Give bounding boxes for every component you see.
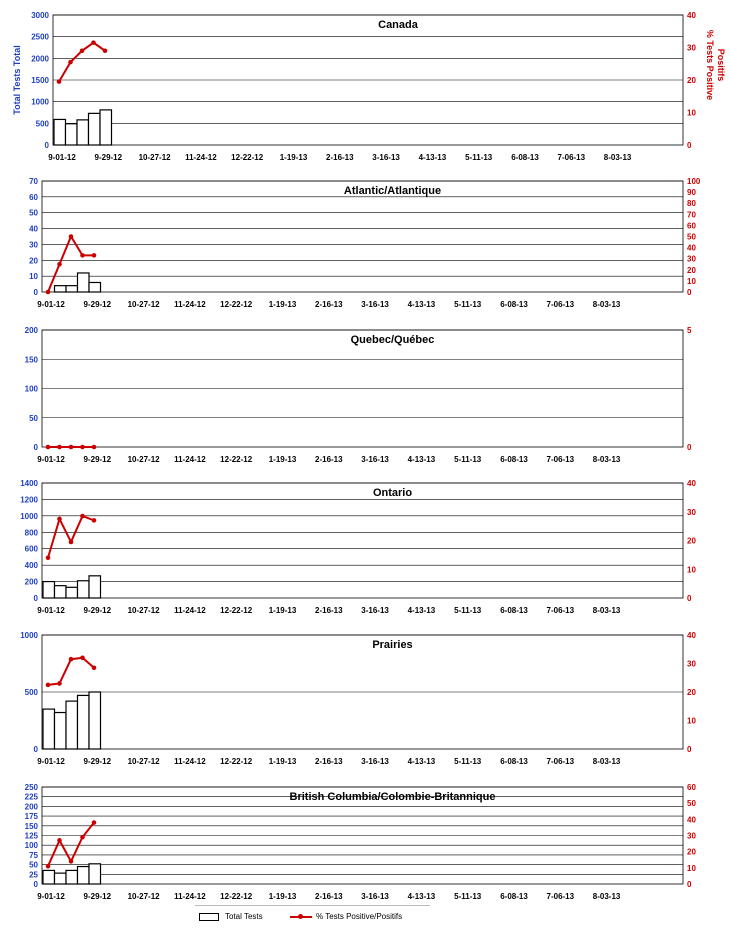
line-marker-swatch-icon xyxy=(290,913,312,921)
y2-tick-label: 20 xyxy=(687,265,696,275)
x-tick-label: 10-27-12 xyxy=(127,892,160,901)
y2-axis-title: % Tests Positive xyxy=(705,29,715,101)
x-tick-label: 9-29-12 xyxy=(83,757,112,766)
bar xyxy=(54,119,66,145)
y-tick-label: 225 xyxy=(24,792,38,802)
y-tick-label: 125 xyxy=(24,831,38,841)
y2-tick-label: 40 xyxy=(687,243,696,253)
bar xyxy=(55,713,67,749)
bar xyxy=(55,586,67,598)
x-tick-label: 12-22-12 xyxy=(231,153,264,162)
y-tick-label: 600 xyxy=(24,544,38,554)
y2-tick-label: 20 xyxy=(687,536,696,546)
y2-tick-label: 90 xyxy=(687,188,696,198)
x-tick-label: 9-01-12 xyxy=(37,455,65,464)
bar xyxy=(43,870,55,884)
chart-panel xyxy=(20,631,696,766)
y-tick-label: 0 xyxy=(33,288,38,297)
bar xyxy=(55,286,67,292)
series-point xyxy=(69,234,74,239)
y2-tick-label: 40 xyxy=(687,479,696,488)
x-tick-label: 10-27-12 xyxy=(127,455,160,464)
y2-tick-label: 70 xyxy=(687,210,696,220)
bar xyxy=(78,581,90,598)
y-tick-label: 0 xyxy=(33,745,38,754)
x-tick-label: 1-19-13 xyxy=(279,153,308,162)
x-tick-label: 11-24-12 xyxy=(174,606,206,615)
legend-line-label: % Tests Positive/Positifs xyxy=(316,912,403,921)
x-tick-label: 4-13-13 xyxy=(407,757,436,766)
y2-tick-label: 10 xyxy=(687,565,696,575)
bar xyxy=(55,873,67,884)
x-tick-label: 4-13-13 xyxy=(407,300,436,309)
series-point xyxy=(69,540,74,545)
y-tick-label: 10 xyxy=(29,272,38,282)
y2-axis-title: Positifs xyxy=(716,48,726,82)
y2-tick-label: 10 xyxy=(687,863,696,873)
series-point xyxy=(92,665,97,670)
y-tick-label: 0 xyxy=(44,141,49,150)
x-tick-label: 6-08-13 xyxy=(500,892,528,901)
y-tick-label: 25 xyxy=(29,870,38,880)
x-tick-label: 2-16-13 xyxy=(326,153,354,162)
bar xyxy=(43,709,55,749)
bar xyxy=(78,695,90,749)
bar xyxy=(100,110,112,145)
y2-tick-label: 80 xyxy=(687,199,696,209)
x-tick-label: 10-27-12 xyxy=(127,300,160,309)
y-tick-label: 20 xyxy=(29,256,38,266)
y-tick-label: 100 xyxy=(24,384,38,394)
chart-panel xyxy=(12,11,726,162)
chart-title: Ontario xyxy=(372,487,413,499)
y2-tick-label: 0 xyxy=(687,288,692,297)
chart-panel xyxy=(25,326,692,464)
y2-tick-label: 0 xyxy=(687,880,692,889)
bar xyxy=(89,576,101,598)
y2-tick-label: 20 xyxy=(687,688,696,697)
y-tick-label: 1000 xyxy=(20,631,38,640)
chart-title: Canada xyxy=(378,19,418,31)
x-tick-label: 3-16-13 xyxy=(361,455,389,464)
x-tick-label: 7-06-13 xyxy=(546,300,575,309)
chart-title: Atlantic/Atlantique xyxy=(343,185,442,197)
x-tick-label: 1-19-13 xyxy=(268,757,297,766)
x-tick-label: 9-29-12 xyxy=(83,300,112,309)
y-tick-label: 70 xyxy=(29,177,38,186)
x-tick-label: 5-11-13 xyxy=(454,892,482,901)
series-point xyxy=(69,859,74,864)
y-tick-label: 200 xyxy=(24,326,38,335)
x-tick-label: 12-22-12 xyxy=(220,757,253,766)
series-point xyxy=(80,514,85,519)
bar-swatch-icon xyxy=(199,913,219,921)
y2-tick-label: 20 xyxy=(687,76,696,85)
x-tick-label: 8-03-13 xyxy=(592,606,621,615)
y-tick-label: 50 xyxy=(29,860,38,870)
y-tick-label: 0 xyxy=(33,880,38,889)
x-tick-label: 7-06-13 xyxy=(546,455,575,464)
x-tick-label: 12-22-12 xyxy=(220,455,253,464)
x-tick-label: 9-29-12 xyxy=(83,892,112,901)
x-tick-label: 6-08-13 xyxy=(511,153,539,162)
y2-tick-label: 40 xyxy=(687,11,696,20)
y-tick-label: 1000 xyxy=(31,97,49,107)
series-point xyxy=(57,838,62,843)
x-tick-label: 2-16-13 xyxy=(315,606,343,615)
y-tick-label: 0 xyxy=(33,443,38,452)
chart-panel xyxy=(25,783,697,901)
x-tick-label: 10-27-12 xyxy=(138,153,171,162)
series-point xyxy=(57,445,62,450)
y-tick-label: 500 xyxy=(24,688,38,697)
y-tick-label: 1200 xyxy=(20,495,38,505)
series-point xyxy=(80,835,85,840)
chart-title: Prairies xyxy=(372,639,413,651)
x-tick-label: 9-29-12 xyxy=(83,606,112,615)
y2-tick-label: 10 xyxy=(687,716,696,726)
y-tick-label: 2500 xyxy=(31,32,49,42)
chart-title: Quebec/Québec xyxy=(350,334,435,346)
x-tick-label: 5-11-13 xyxy=(454,300,482,309)
y-tick-label: 175 xyxy=(24,812,38,822)
x-tick-label: 1-19-13 xyxy=(268,606,297,615)
x-tick-label: 9-01-12 xyxy=(48,153,76,162)
x-tick-label: 6-08-13 xyxy=(500,300,528,309)
series-point xyxy=(69,445,74,450)
x-tick-label: 4-13-13 xyxy=(418,153,447,162)
x-tick-label: 8-03-13 xyxy=(592,757,621,766)
x-tick-label: 3-16-13 xyxy=(361,300,389,309)
x-tick-label: 9-29-12 xyxy=(94,153,123,162)
x-tick-label: 1-19-13 xyxy=(268,892,297,901)
bar xyxy=(89,692,101,749)
y-tick-label: 100 xyxy=(24,841,38,851)
series-point xyxy=(57,262,62,267)
x-tick-label: 8-03-13 xyxy=(592,455,621,464)
bar xyxy=(66,286,78,292)
y2-tick-label: 50 xyxy=(687,799,696,809)
series-point xyxy=(92,820,97,825)
plot-area xyxy=(42,181,683,292)
y2-tick-label: 30 xyxy=(687,43,696,53)
y-tick-label: 1400 xyxy=(20,479,38,488)
chart-panel xyxy=(29,177,701,309)
x-tick-label: 2-16-13 xyxy=(315,892,343,901)
y2-tick-label: 40 xyxy=(687,815,696,825)
x-tick-label: 1-19-13 xyxy=(268,300,297,309)
x-tick-label: 3-16-13 xyxy=(361,892,389,901)
y-tick-label: 400 xyxy=(24,561,38,571)
series-point xyxy=(46,445,51,450)
x-tick-label: 9-29-12 xyxy=(83,455,112,464)
chart-panel xyxy=(20,479,696,615)
y2-tick-label: 30 xyxy=(687,831,696,841)
chart-title: British Columbia/Colombie-Britannique xyxy=(289,791,496,803)
bar xyxy=(89,282,101,292)
series-point xyxy=(46,683,51,688)
y2-tick-label: 100 xyxy=(687,177,701,186)
x-tick-label: 11-24-12 xyxy=(185,153,217,162)
x-tick-label: 12-22-12 xyxy=(220,300,253,309)
legend-item-total-tests xyxy=(199,912,263,921)
series-point xyxy=(92,518,97,523)
y2-tick-label: 30 xyxy=(687,659,696,669)
y-tick-label: 1500 xyxy=(31,76,49,85)
bar xyxy=(66,124,78,145)
series-point xyxy=(57,681,62,686)
x-tick-label: 11-24-12 xyxy=(174,892,206,901)
x-tick-label: 3-16-13 xyxy=(361,606,389,615)
series-point xyxy=(92,253,97,258)
bar xyxy=(78,867,90,884)
x-tick-label: 4-13-13 xyxy=(407,455,436,464)
y-tick-label: 2000 xyxy=(31,54,49,64)
series-point xyxy=(92,445,97,450)
x-tick-label: 8-03-13 xyxy=(592,892,621,901)
y2-tick-label: 0 xyxy=(687,594,692,603)
series-line xyxy=(48,516,94,558)
y2-tick-label: 40 xyxy=(687,631,696,640)
y2-tick-label: 60 xyxy=(687,221,696,231)
x-tick-label: 8-03-13 xyxy=(603,153,632,162)
x-tick-label: 7-06-13 xyxy=(546,757,575,766)
x-tick-label: 7-06-13 xyxy=(546,892,575,901)
x-tick-label: 6-08-13 xyxy=(500,606,528,615)
x-tick-label: 4-13-13 xyxy=(407,892,436,901)
x-tick-label: 11-24-12 xyxy=(174,300,206,309)
bar xyxy=(78,273,90,292)
y-tick-label: 150 xyxy=(24,355,38,365)
bar xyxy=(77,120,89,145)
x-tick-label: 2-16-13 xyxy=(315,455,343,464)
plot-area xyxy=(42,483,683,598)
y2-tick-label: 30 xyxy=(687,507,696,517)
y-tick-label: 150 xyxy=(24,821,38,831)
y2-tick-label: 10 xyxy=(687,108,696,118)
y2-tick-label: 30 xyxy=(687,254,696,264)
x-tick-label: 9-01-12 xyxy=(37,300,65,309)
y2-tick-label: 20 xyxy=(687,847,696,857)
bar xyxy=(89,113,101,145)
bar xyxy=(43,582,55,598)
x-tick-label: 7-06-13 xyxy=(546,606,575,615)
x-tick-label: 10-27-12 xyxy=(127,757,160,766)
x-tick-label: 9-01-12 xyxy=(37,757,65,766)
x-tick-label: 9-01-12 xyxy=(37,606,65,615)
series-point xyxy=(57,79,62,84)
y-tick-label: 200 xyxy=(24,577,38,587)
x-tick-label: 5-11-13 xyxy=(465,153,493,162)
x-tick-label: 9-01-12 xyxy=(37,892,65,901)
series-point xyxy=(46,290,51,295)
x-tick-label: 1-19-13 xyxy=(268,455,297,464)
y-tick-label: 250 xyxy=(24,783,38,792)
y-tick-label: 60 xyxy=(29,192,38,202)
series-point xyxy=(69,657,74,662)
y2-tick-label: 60 xyxy=(687,783,696,792)
chart-legend xyxy=(195,905,430,926)
y-axis-title: Total Tests Total xyxy=(12,45,22,115)
series-point xyxy=(46,555,51,560)
x-tick-label: 11-24-12 xyxy=(174,455,206,464)
series-point xyxy=(80,253,85,258)
x-tick-label: 6-08-13 xyxy=(500,757,528,766)
x-tick-label: 8-03-13 xyxy=(592,300,621,309)
x-tick-label: 2-16-13 xyxy=(315,300,343,309)
x-tick-label: 3-16-13 xyxy=(361,757,389,766)
series-point xyxy=(91,40,96,45)
x-tick-label: 5-11-13 xyxy=(454,757,482,766)
y2-tick-label: 10 xyxy=(687,276,696,286)
y2-tick-label: 0 xyxy=(687,443,692,452)
y-tick-label: 75 xyxy=(29,850,38,860)
x-tick-label: 4-13-13 xyxy=(407,606,436,615)
bar xyxy=(89,864,101,884)
series-point xyxy=(80,48,85,53)
series-line xyxy=(48,658,94,685)
bar xyxy=(66,701,78,749)
y-tick-label: 800 xyxy=(24,528,38,538)
series-point xyxy=(80,656,85,661)
y-tick-label: 3000 xyxy=(31,11,49,20)
x-tick-label: 12-22-12 xyxy=(220,606,253,615)
y2-tick-label: 0 xyxy=(687,745,692,754)
y-tick-label: 40 xyxy=(29,224,38,234)
y-tick-label: 50 xyxy=(29,413,38,423)
x-tick-label: 2-16-13 xyxy=(315,757,343,766)
series-point xyxy=(80,445,85,450)
x-tick-label: 6-08-13 xyxy=(500,455,528,464)
y-tick-label: 0 xyxy=(33,594,38,603)
x-tick-label: 5-11-13 xyxy=(454,606,482,615)
legend-bar-label: Total Tests xyxy=(225,912,263,921)
series-point xyxy=(57,517,62,522)
y2-tick-label: 0 xyxy=(687,141,692,150)
bar xyxy=(66,587,78,598)
y-tick-label: 500 xyxy=(35,119,49,129)
y-tick-label: 50 xyxy=(29,208,38,218)
x-tick-label: 11-24-12 xyxy=(174,757,206,766)
y-tick-label: 30 xyxy=(29,240,38,250)
x-tick-label: 10-27-12 xyxy=(127,606,160,615)
bar xyxy=(66,870,78,884)
x-tick-label: 7-06-13 xyxy=(557,153,586,162)
y-tick-label: 200 xyxy=(24,802,38,812)
series-point xyxy=(68,60,73,65)
series-point xyxy=(46,864,51,869)
x-tick-label: 12-22-12 xyxy=(220,892,253,901)
x-tick-label: 5-11-13 xyxy=(454,455,482,464)
y2-tick-label: 5 xyxy=(687,326,692,335)
y-tick-label: 1000 xyxy=(20,511,38,521)
legend-item-percent-positive xyxy=(290,912,402,921)
x-tick-label: 3-16-13 xyxy=(372,153,400,162)
y2-tick-label: 50 xyxy=(687,232,696,242)
series-point xyxy=(103,48,108,53)
